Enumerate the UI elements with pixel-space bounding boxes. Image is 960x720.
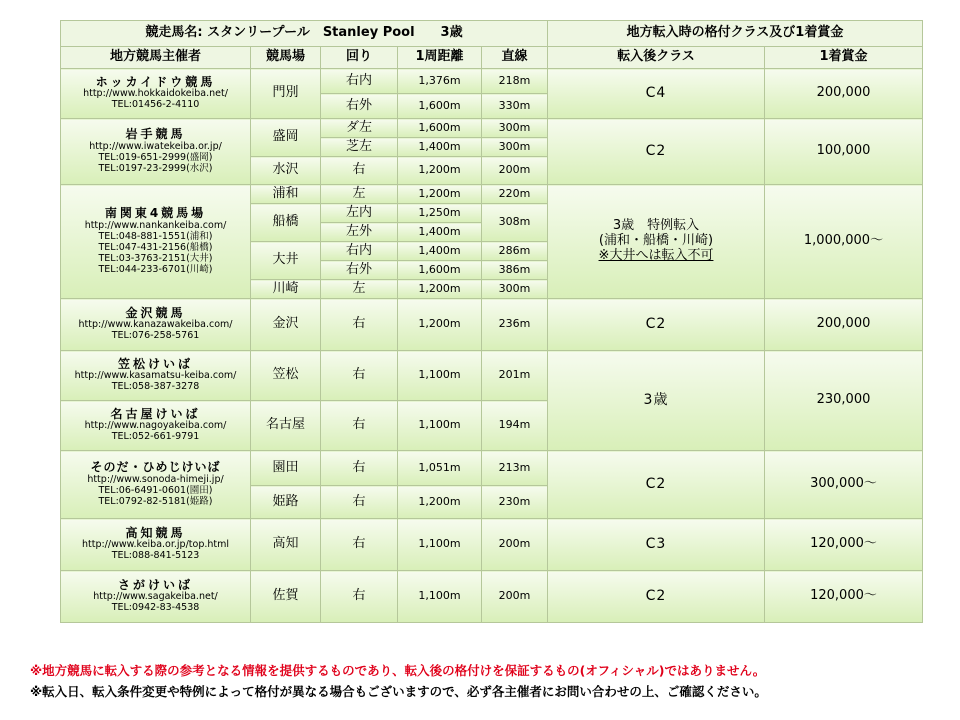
organizer-name: 岩手競馬 xyxy=(125,127,186,142)
track-name: 船橋 xyxy=(251,204,321,242)
turn-cell: 右外 xyxy=(321,94,398,119)
organizer-hokkaido xyxy=(61,69,251,119)
distance-cell: 1,100m xyxy=(398,401,482,451)
col-header-turn: 回り xyxy=(321,47,398,69)
organizer-tel: TEL:048-881-1551(浦和) xyxy=(98,231,213,243)
organizer-tel: TEL:0197-23-2999(水沢) xyxy=(98,162,213,174)
straight-cell: 213m xyxy=(482,451,548,486)
organizer-name: 笠松けいば xyxy=(117,356,193,371)
turn-cell: 芝左 xyxy=(321,138,398,157)
class-cell xyxy=(548,185,765,299)
track-name: 笠松 xyxy=(251,351,321,401)
col-header-prize: 1着賞金 xyxy=(765,47,923,69)
horse-title: 競走馬名: スタンリープール Stanley Pool 3歳 xyxy=(61,21,548,47)
organizer-url-link[interactable]: http://www.nagoyakeiba.com/ xyxy=(84,420,227,432)
organizer-url-link[interactable]: http://www.sonoda-himeji.jp/ xyxy=(87,474,224,486)
track-name: 門別 xyxy=(251,69,321,119)
organizer-name: 金沢競馬 xyxy=(125,305,186,320)
straight-cell: 200m xyxy=(482,157,548,185)
track-name: 佐賀 xyxy=(251,571,321,623)
col-header-organizer: 地方競馬主催者 xyxy=(61,47,251,69)
organizer-kasamatsu xyxy=(61,351,251,401)
organizer-name: ホッカイドウ競馬 xyxy=(95,74,216,89)
prize-cell: 300,000～ xyxy=(765,451,923,519)
straight-cell: 300m xyxy=(482,119,548,138)
straight-cell: 386m xyxy=(482,261,548,280)
organizer-sonoda-himeji xyxy=(61,451,251,519)
class-line: (浦和・船橋・川崎) xyxy=(598,233,714,249)
straight-cell: 230m xyxy=(482,486,548,519)
organizer-tel: TEL:052-661-9791 xyxy=(111,431,200,443)
turn-cell: 左 xyxy=(321,280,398,299)
distance-cell: 1,200m xyxy=(398,299,482,351)
distance-cell: 1,200m xyxy=(398,185,482,204)
track-name: 盛岡 xyxy=(251,119,321,157)
organizer-tel: TEL:076-258-5761 xyxy=(111,330,200,342)
track-name: 水沢 xyxy=(251,157,321,185)
straight-cell: 236m xyxy=(482,299,548,351)
organizer-iwate xyxy=(61,119,251,185)
turn-cell: 左外 xyxy=(321,223,398,242)
col-header-distance: 1周距離 xyxy=(398,47,482,69)
straight-cell: 220m xyxy=(482,185,548,204)
distance-cell: 1,400m xyxy=(398,138,482,157)
organizer-nagoya xyxy=(61,401,251,451)
organizer-minami-kanto xyxy=(61,185,251,299)
class-cell: C2 xyxy=(548,119,765,185)
turn-cell: ダ左 xyxy=(321,119,398,138)
col-header-track: 競馬場 xyxy=(251,47,321,69)
prize-cell: 100,000 xyxy=(765,119,923,185)
class-warning: ※大井へは転入不可 xyxy=(598,247,714,263)
turn-cell: 右 xyxy=(321,519,398,571)
organizer-url-link[interactable]: http://www.nankankeiba.com/ xyxy=(84,220,227,232)
straight-cell: 330m xyxy=(482,94,548,119)
organizer-url-link[interactable]: http://www.hokkaidokeiba.net/ xyxy=(83,88,228,100)
straight-cell: 308m xyxy=(482,204,548,242)
turn-cell: 右 xyxy=(321,299,398,351)
distance-cell: 1,200m xyxy=(398,157,482,185)
straight-cell: 201m xyxy=(482,351,548,401)
track-name: 高知 xyxy=(251,519,321,571)
col-header-class: 転入後クラス xyxy=(548,47,765,69)
turn-cell: 右 xyxy=(321,451,398,486)
prize-cell: 230,000 xyxy=(765,351,923,451)
distance-cell: 1,600m xyxy=(398,94,482,119)
prize-cell: 120,000～ xyxy=(765,519,923,571)
organizer-url-link[interactable]: http://www.kanazawakeiba.com/ xyxy=(78,319,233,331)
organizer-url-link[interactable]: http://www.keiba.or.jp/top.html xyxy=(81,539,230,551)
organizer-url-link[interactable]: http://www.kasamatsu-keiba.com/ xyxy=(74,370,237,382)
organizer-name: そのだ・ひめじけいば xyxy=(90,460,221,475)
turn-cell: 右 xyxy=(321,157,398,185)
turn-cell: 右外 xyxy=(321,261,398,280)
distance-cell: 1,051m xyxy=(398,451,482,486)
distance-cell: 1,200m xyxy=(398,280,482,299)
organizer-saga xyxy=(61,571,251,623)
class-line: 3歳 特例転入 xyxy=(612,218,700,234)
straight-cell: 218m xyxy=(482,69,548,94)
organizer-name: 高知競馬 xyxy=(125,525,186,540)
organizer-url-link[interactable]: http://www.sagakeiba.net/ xyxy=(93,591,218,603)
straight-cell: 200m xyxy=(482,571,548,623)
class-cell: 3歳 xyxy=(548,351,765,451)
distance-cell: 1,100m xyxy=(398,519,482,571)
organizer-tel: TEL:047-431-2156(船橋) xyxy=(98,241,213,253)
organizer-name: 南関東4競馬場 xyxy=(104,206,207,221)
prize-cell: 1,000,000～ xyxy=(765,185,923,299)
turn-cell: 右 xyxy=(321,351,398,401)
organizer-kanazawa xyxy=(61,299,251,351)
track-name: 園田 xyxy=(251,451,321,486)
distance-cell: 1,400m xyxy=(398,223,482,242)
track-name: 大井 xyxy=(251,242,321,280)
organizer-tel: TEL:01456-2-4110 xyxy=(111,99,200,111)
organizer-name: さがけいば xyxy=(117,577,193,592)
track-name: 姫路 xyxy=(251,486,321,519)
distance-cell: 1,376m xyxy=(398,69,482,94)
track-name: 浦和 xyxy=(251,185,321,204)
distance-cell: 1,600m xyxy=(398,261,482,280)
prize-cell: 200,000 xyxy=(765,299,923,351)
organizer-name: 名古屋けいば xyxy=(110,406,201,421)
organizer-tel: TEL:088-841-5123 xyxy=(111,550,200,562)
class-cell: C2 xyxy=(548,299,765,351)
prize-cell: 200,000 xyxy=(765,69,923,119)
turn-cell: 左 xyxy=(321,185,398,204)
turn-cell: 右内 xyxy=(321,69,398,94)
distance-cell: 1,600m xyxy=(398,119,482,138)
organizer-tel: TEL:03-3763-2151(大井) xyxy=(98,252,213,264)
organizer-tel: TEL:06-6491-0601(園田) xyxy=(98,484,213,496)
class-cell: C4 xyxy=(548,69,765,119)
class-cell: C2 xyxy=(548,451,765,519)
track-name: 川崎 xyxy=(251,280,321,299)
distance-cell: 1,250m xyxy=(398,204,482,223)
class-cell: C2 xyxy=(548,571,765,623)
turn-cell: 右 xyxy=(321,401,398,451)
organizer-tel: TEL:0942-83-4538 xyxy=(111,602,200,614)
col-header-straight: 直線 xyxy=(482,47,548,69)
turn-cell: 左内 xyxy=(321,204,398,223)
contact-note: ※転入日、転入条件変更や特例によって格付が異なる場合もございますので、必ず各主催者にお問い合わせの上、ご確認ください。 xyxy=(30,684,767,699)
organizer-tel: TEL:058-387-3278 xyxy=(111,381,200,393)
organizer-tel: TEL:044-233-6701(川崎) xyxy=(98,263,213,275)
turn-cell: 右内 xyxy=(321,242,398,261)
straight-cell: 300m xyxy=(482,280,548,299)
class-cell: C3 xyxy=(548,519,765,571)
organizer-kochi xyxy=(61,519,251,571)
straight-cell: 194m xyxy=(482,401,548,451)
distance-cell: 1,100m xyxy=(398,571,482,623)
turn-cell: 右 xyxy=(321,571,398,623)
transfer-title: 地方転入時の格付クラス及び1着賞金 xyxy=(548,21,923,47)
organizer-tel: TEL:0792-82-5181(姫路) xyxy=(98,495,213,507)
organizer-tel: TEL:019-651-2999(盛岡) xyxy=(98,151,213,163)
straight-cell: 300m xyxy=(482,138,548,157)
disclaimer-note: ※地方競馬に転入する際の参考となる情報を提供するものであり、転入後の格付けを保証するもの(オフィシャル)ではありません。 xyxy=(30,663,766,678)
distance-cell: 1,400m xyxy=(398,242,482,261)
organizer-url-link[interactable]: http://www.iwatekeiba.or.jp/ xyxy=(89,141,222,153)
turn-cell: 右 xyxy=(321,486,398,519)
straight-cell: 200m xyxy=(482,519,548,571)
distance-cell: 1,200m xyxy=(398,486,482,519)
track-name: 金沢 xyxy=(251,299,321,351)
distance-cell: 1,100m xyxy=(398,351,482,401)
straight-cell: 286m xyxy=(482,242,548,261)
transfer-info-table xyxy=(60,20,923,623)
track-name: 名古屋 xyxy=(251,401,321,451)
prize-cell: 120,000～ xyxy=(765,571,923,623)
